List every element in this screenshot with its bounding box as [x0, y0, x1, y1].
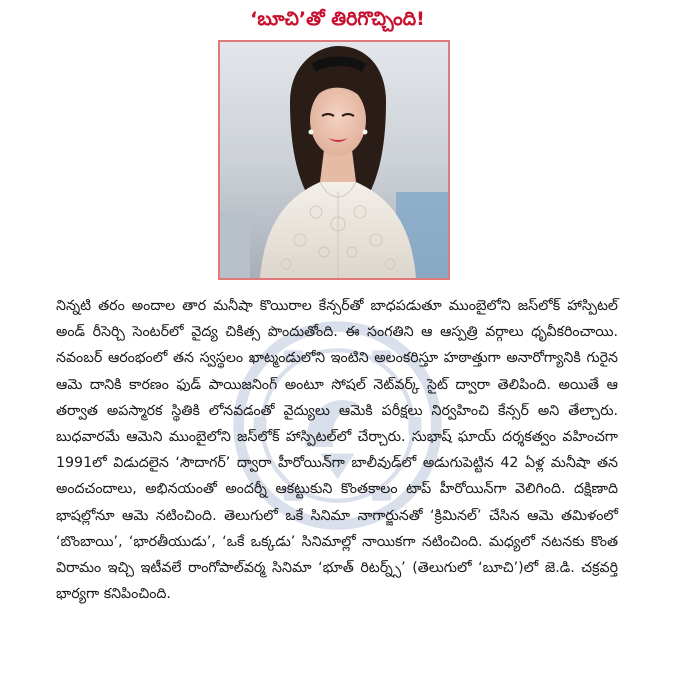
article-headline: ‘బూచి’తో తిరిగొచ్చింది!: [250, 8, 425, 30]
article-body: నిన్నటి తరం అందాల తార మనీషా కొయిరాల కేన్సర్‌తో బాధపడుతూ ముంబైలోని జస్‌లోక్ హాస్పిటల్ అండ్ రీసెర్చి సెంటర్‌లో వైద్య చికిత్స పొందుతోంది. ఈ సంగతిని ఆ ఆస్పత్రి వర్గాలు ధృవీకరించాయి. నవంబర్ ఆరంభంలో తన స్వస్థలం ఖాట్మండులోని ఇంటిని అలంకరిస్తూ హఠాత్తుగా అనారోగ్యానికి గురైన ఆమె దానికి కారణం ఫుడ్ పాయిజనింగ్ అంటూ సోషల్ నెట్‌వర్క్ సైట్ ద్వారా తెలిపింది. అయితే ఆ తర్వాత అపస్మారక స్థితికి లోనవడంతో వైద్యులు ఆమెకి పరీక్షలు నిర్వహించి కేన్సర్ అని తేల్చారు. బుధవారమే ఆమెని ముంబైలోని జస్‌లోక్ హాస్పిటల్‌లో చేర్చారు. సుభాష్ ఘాయ్ దర్శకత్వం వహించగా 1991లో విడుదలైన ‘సౌదాగర్’ ద్వారా హీరోయిన్‌గా బాలీవుడ్‌లో అడుగుపెట్టిన 42 ఏళ్ల మనీషా తన అందచందాలు, అభినయంతో అందర్నీ ఆకట్టుకుని కొంతకాలం టాప్ హీరోయిన్‌గా వెలిగింది. దక్షిణాది భాషల్లోనూ ఆమె నటించింది. తెలుగులో ఒకే సినిమా నాగార్జునతో ‘క్రిమినల్’ చేసిన ఆమె తమిళంలో ‘బొంబాయి’, ‘భారతీయుడు’, ‘ఒకే ఒక్కడు’ సినిమాల్లో నాయికగా నటించింది. మధ్యలో నటనకు కొంత విరామం ఇచ్చి ఇటీవలే రాంగోపాల్‌వర్మ సినిమా ‘భూత్ రిటర్న్స్’ (తెలుగులో ‘బూచి’)లో జె.డి. చక్రవర్తి భార్యగా కనిపించింది.: [56, 298, 618, 603]
article-photo: [218, 40, 450, 280]
woman-portrait-photo-icon: [220, 42, 448, 278]
